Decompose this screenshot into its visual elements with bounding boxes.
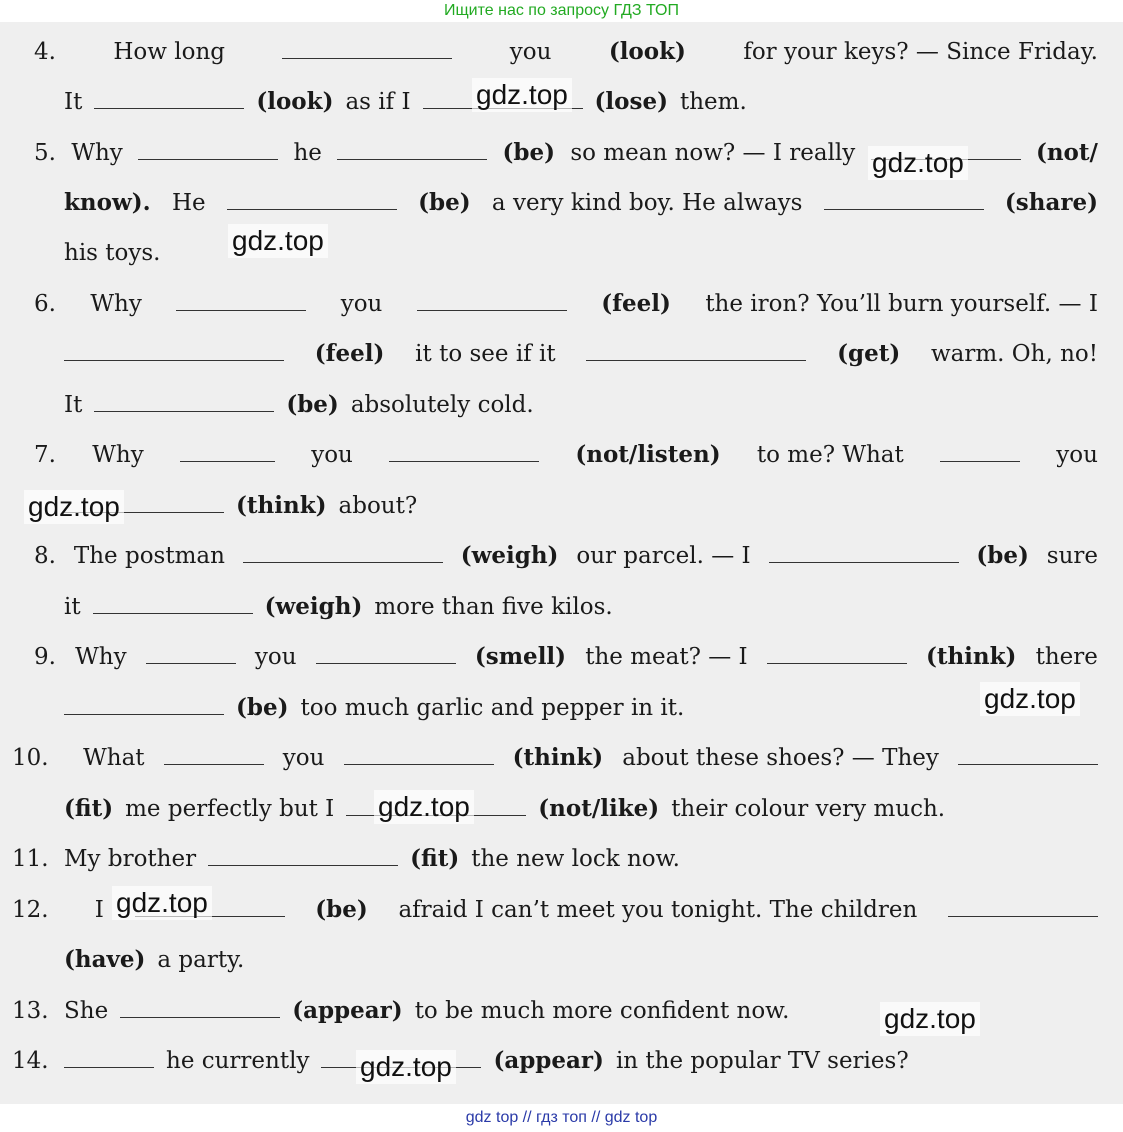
verb-hint: (be)	[236, 694, 289, 721]
item-number: 6.	[34, 291, 56, 317]
text: it to see if it	[415, 341, 556, 367]
answer-blank[interactable]	[586, 340, 806, 361]
text: I	[94, 897, 104, 923]
item-number: 10.	[12, 745, 49, 771]
text: Why	[71, 140, 123, 166]
answer-blank[interactable]	[769, 542, 959, 563]
verb-hint: (have)	[64, 946, 146, 973]
text: afraid I can’t meet you tonight. The children	[398, 897, 918, 923]
answer-blank[interactable]	[940, 441, 1020, 462]
exercise-line	[64, 183, 1098, 223]
item-number: 12.	[12, 897, 49, 923]
verb-hint: (lose)	[594, 88, 668, 115]
exercise-line	[12, 536, 1098, 576]
verb-hint: (be)	[418, 189, 471, 216]
text: Why	[90, 291, 142, 317]
text: a very kind boy. He always	[491, 190, 803, 216]
exercise-line	[12, 637, 1098, 677]
item-number: 8.	[34, 543, 56, 569]
answer-blank[interactable]	[316, 643, 456, 664]
text: the meat? — I	[585, 644, 748, 670]
text: How long	[113, 39, 226, 65]
text: he	[293, 140, 322, 166]
text: What	[83, 745, 145, 771]
answer-blank[interactable]	[243, 542, 443, 563]
answer-blank[interactable]	[64, 1047, 154, 1068]
verb-hint: (be)	[976, 542, 1029, 569]
exercise-line	[64, 233, 1098, 273]
watermark: gdz.top	[24, 490, 124, 524]
verb-hint: (share)	[1004, 189, 1098, 216]
text: more than five kilos.	[374, 594, 613, 620]
text: for your keys? — Since Friday.	[743, 39, 1098, 65]
answer-blank[interactable]	[94, 88, 244, 109]
verb-hint: know).	[64, 189, 151, 216]
text: there	[1035, 644, 1098, 670]
verb-hint: (feel)	[314, 340, 385, 367]
verb-hint: (fit)	[64, 795, 114, 822]
text: He	[171, 190, 206, 216]
watermark: gdz.top	[472, 78, 572, 112]
answer-blank[interactable]	[94, 391, 274, 412]
watermark: gdz.top	[356, 1050, 456, 1084]
answer-blank[interactable]	[824, 189, 984, 210]
text: It	[64, 392, 83, 418]
answer-blank[interactable]	[64, 340, 284, 361]
item-number: 14.	[12, 1048, 49, 1074]
text: to be much more confident now.	[414, 998, 790, 1024]
text: to me? What	[756, 442, 904, 468]
exercise-line	[64, 385, 1098, 425]
verb-hint: (think)	[236, 492, 327, 519]
text: about?	[338, 493, 418, 519]
answer-blank[interactable]	[164, 744, 264, 765]
verb-hint: (not/	[1035, 139, 1098, 166]
answer-blank[interactable]	[120, 997, 280, 1018]
text: their colour very much.	[671, 796, 946, 822]
text: you	[282, 745, 325, 771]
answer-blank[interactable]	[64, 694, 224, 715]
verb-hint: (look)	[608, 38, 686, 65]
verb-hint: (think)	[512, 744, 604, 771]
text: me perfectly but I	[125, 796, 335, 822]
answer-blank[interactable]	[138, 139, 278, 160]
watermark: gdz.top	[980, 682, 1080, 716]
text: Why	[92, 442, 144, 468]
text: you	[509, 39, 552, 65]
watermark: gdz.top	[374, 790, 474, 824]
text: as if I	[345, 89, 411, 115]
text: you	[254, 644, 297, 670]
verb-hint: (appear)	[292, 997, 403, 1024]
exercise-line	[64, 587, 1098, 627]
answer-blank[interactable]	[767, 643, 907, 664]
verb-hint: (be)	[286, 391, 339, 418]
answer-blank[interactable]	[417, 290, 567, 311]
exercise-line	[64, 940, 1098, 980]
exercise-line	[64, 82, 1098, 122]
text: you	[1056, 442, 1098, 468]
verb-hint: (weigh)	[460, 542, 559, 569]
answer-blank[interactable]	[337, 139, 487, 160]
text: warm. Oh, no!	[930, 341, 1098, 367]
text: it	[64, 594, 81, 620]
verb-hint: (appear)	[493, 1047, 604, 1074]
exercise-line	[12, 284, 1098, 324]
watermark: gdz.top	[228, 224, 328, 258]
verb-hint: (get)	[837, 340, 901, 367]
footer-note: gdz top // гдз топ // gdz top	[0, 1104, 1123, 1132]
answer-blank[interactable]	[146, 643, 236, 664]
item-number: 7.	[34, 442, 56, 468]
item-number: 11.	[12, 846, 49, 872]
text: you	[340, 291, 383, 317]
header-note: Ищите нас по запросу ГДЗ ТОП	[0, 0, 1123, 22]
text: the new lock now.	[471, 846, 680, 872]
item-number: 5.	[34, 140, 56, 166]
item-number: 4.	[34, 39, 56, 65]
answer-blank[interactable]	[282, 38, 452, 59]
text: It	[64, 89, 83, 115]
verb-hint: (not/like)	[538, 795, 660, 822]
text: the iron? You’ll burn yourself. — I	[705, 291, 1098, 317]
answer-blank[interactable]	[344, 744, 494, 765]
exercise-line	[64, 334, 1098, 374]
text: too much garlic and pepper in it.	[300, 695, 685, 721]
item-number: 9.	[34, 644, 56, 670]
text: My brother	[64, 846, 197, 872]
exercise-page	[0, 22, 1123, 1104]
text: The postman	[73, 543, 225, 569]
answer-blank[interactable]	[176, 290, 306, 311]
text: them.	[679, 89, 747, 115]
answer-blank[interactable]	[948, 896, 1098, 917]
verb-hint: (look)	[256, 88, 334, 115]
verb-hint: (be)	[502, 139, 556, 166]
text: She	[64, 998, 109, 1024]
item-number: 13.	[12, 998, 49, 1024]
text: Why	[75, 644, 127, 670]
text: absolutely cold.	[350, 392, 534, 418]
watermark: gdz.top	[880, 1002, 980, 1036]
answer-blank[interactable]	[389, 441, 539, 462]
exercise-line	[12, 32, 1098, 72]
exercise-line	[64, 688, 1098, 728]
verb-hint: (smell)	[474, 643, 567, 670]
text: he currently	[166, 1048, 310, 1074]
text: his toys.	[64, 240, 161, 266]
exercise-line	[12, 435, 1098, 475]
verb-hint: (not/listen)	[575, 441, 721, 468]
text: you	[311, 442, 353, 468]
answer-blank[interactable]	[208, 845, 398, 866]
answer-blank[interactable]	[958, 744, 1098, 765]
text: sure	[1046, 543, 1098, 569]
exercise-line	[64, 486, 1098, 526]
exercise-line	[12, 738, 1098, 778]
text: so mean now? — I really	[570, 140, 856, 166]
exercise-line	[64, 789, 1098, 829]
verb-hint: (be)	[315, 896, 368, 923]
verb-hint: (fit)	[410, 845, 460, 872]
answer-blank[interactable]	[180, 441, 275, 462]
text: about these shoes? — They	[622, 745, 939, 771]
verb-hint: (think)	[925, 643, 1017, 670]
exercise-line	[12, 839, 1098, 879]
answer-blank[interactable]	[227, 189, 397, 210]
watermark: gdz.top	[868, 146, 968, 180]
answer-blank[interactable]	[93, 593, 253, 614]
text: our parcel. — I	[576, 543, 751, 569]
watermark: gdz.top	[112, 886, 212, 920]
text: a party.	[157, 947, 245, 973]
exercise-line	[12, 1041, 1098, 1081]
text: in the popular TV series?	[615, 1048, 909, 1074]
verb-hint: (weigh)	[264, 593, 363, 620]
verb-hint: (feel)	[601, 290, 671, 317]
